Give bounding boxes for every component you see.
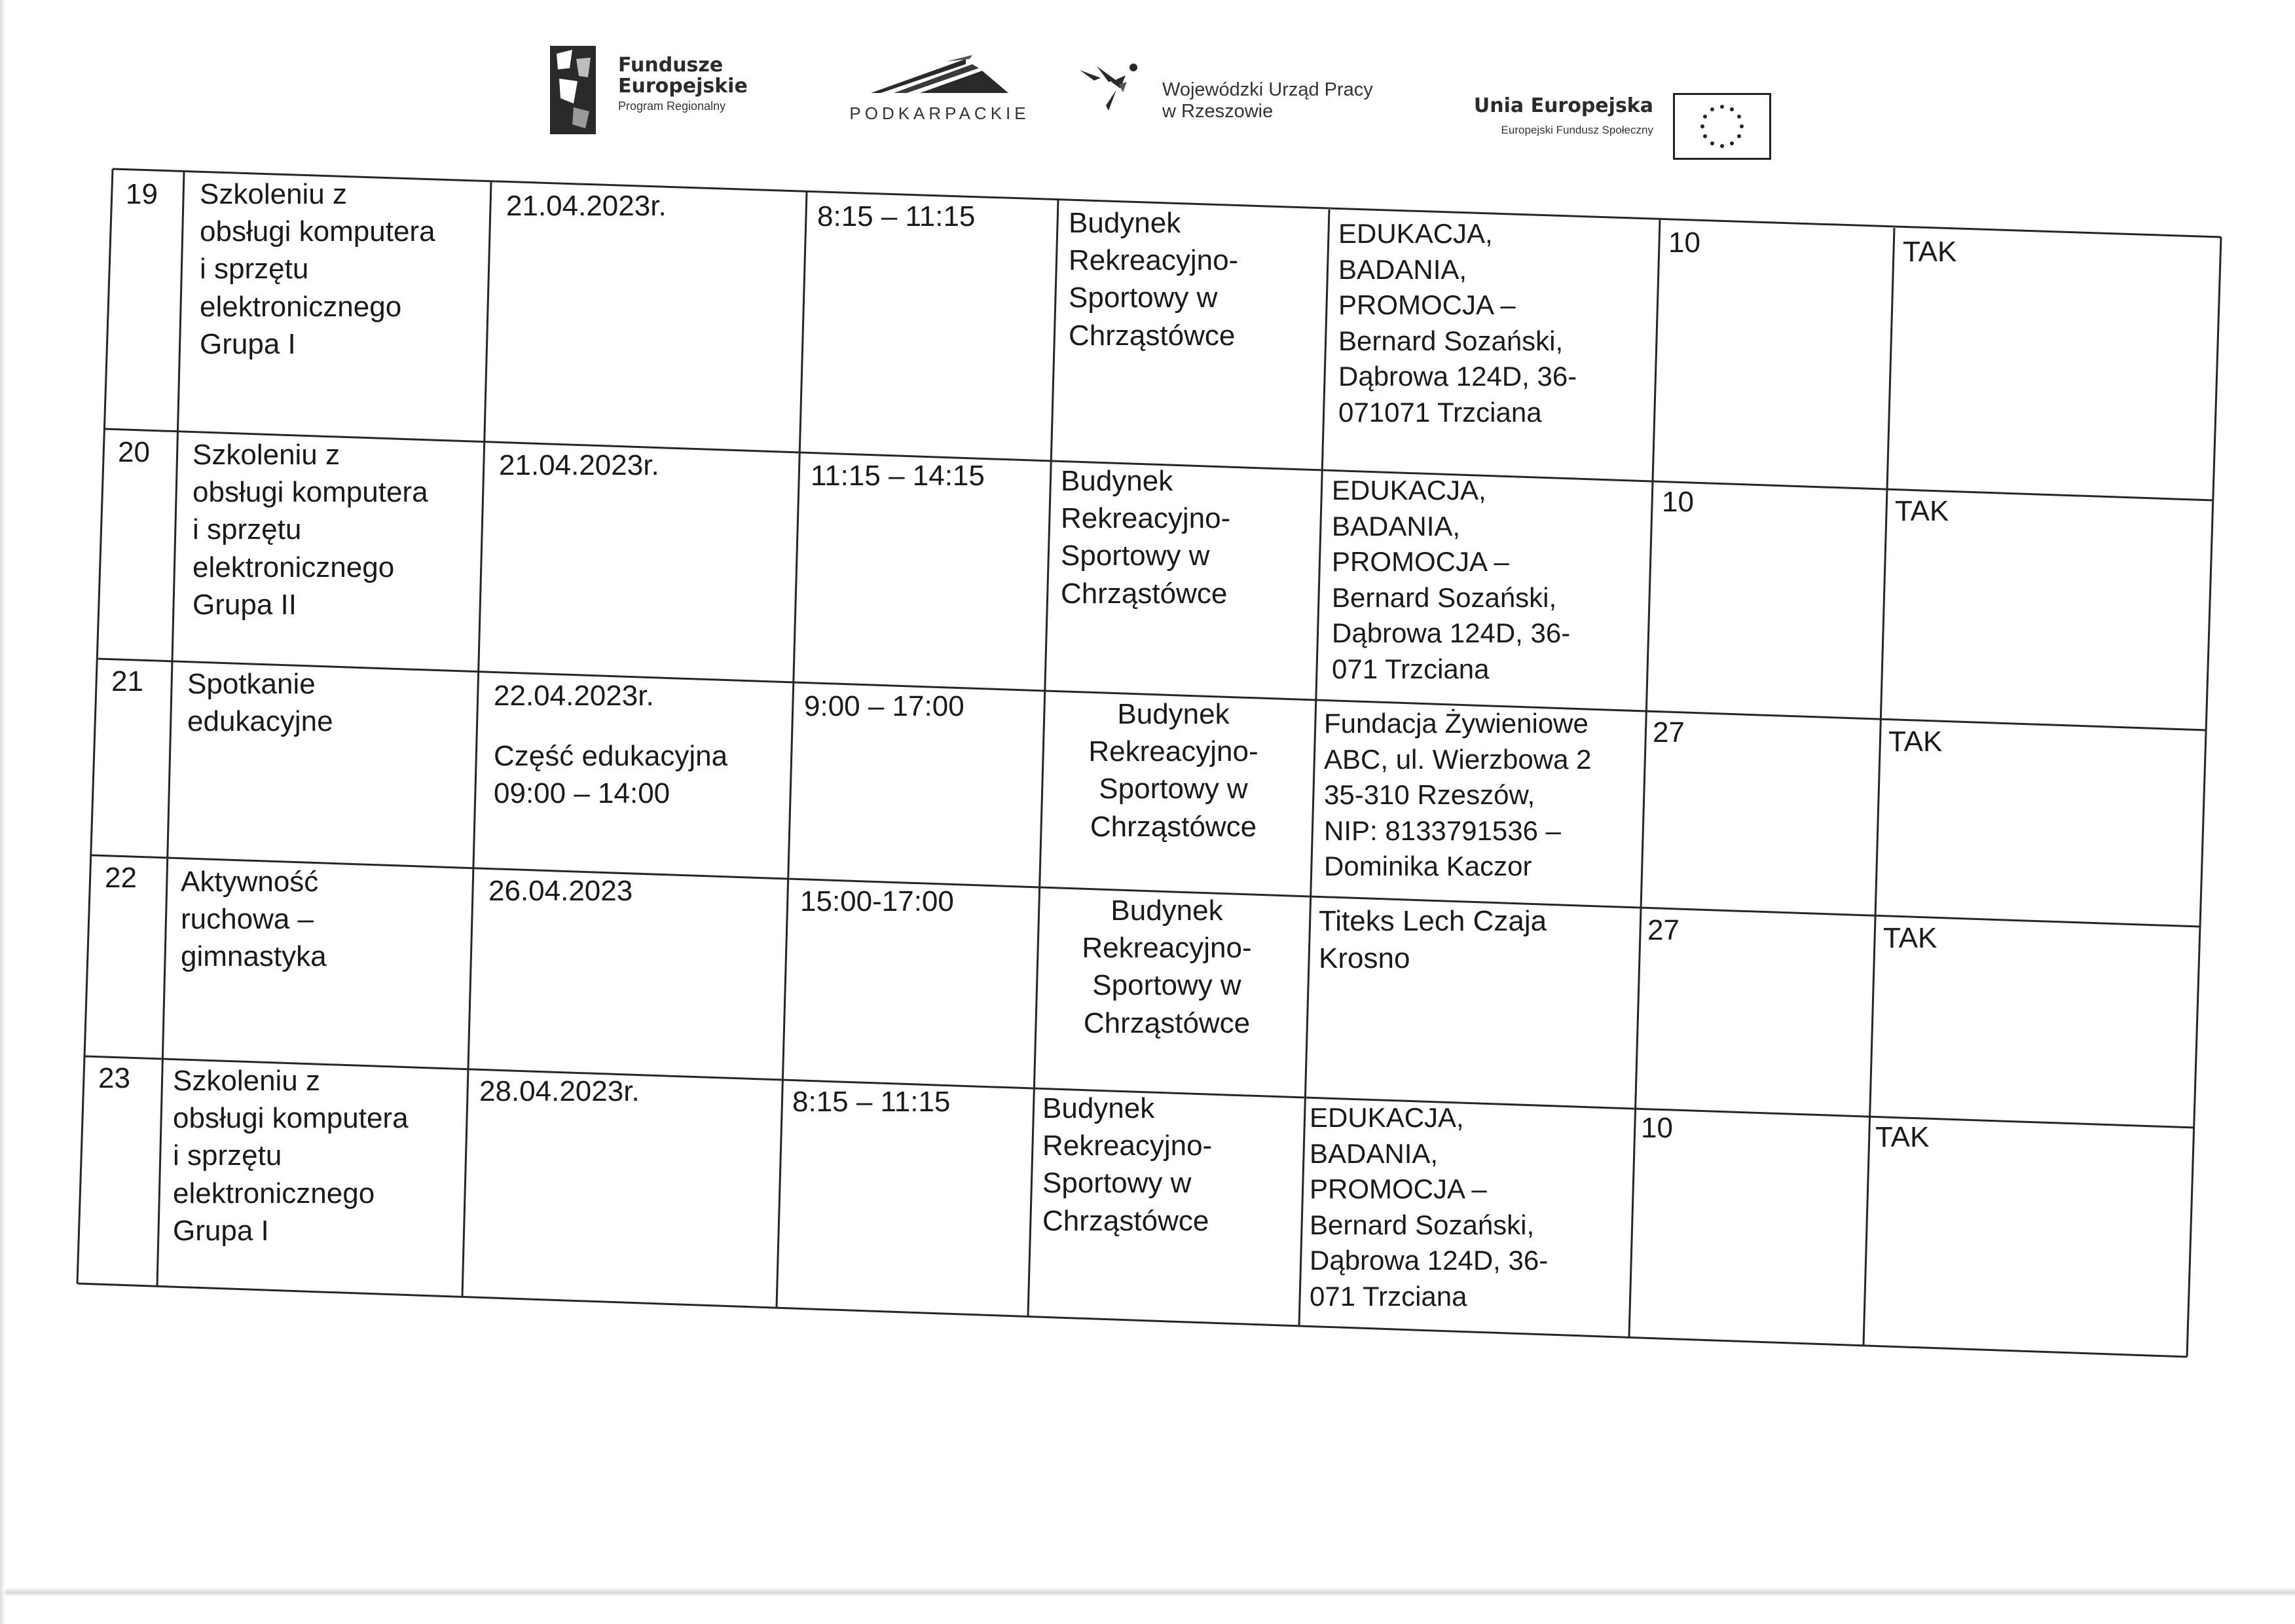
- row-time: 9:00 – 17:00: [804, 690, 964, 722]
- row-date: 26.04.2023: [488, 875, 633, 907]
- row-time: 8:15 – 11:15: [792, 1086, 951, 1118]
- row-provider: EDUKACJA, BADANIA, PROMOCJA – Bernard Sozański, Dąbrowa 124D, 36- 071 Trzciana: [1332, 475, 1571, 684]
- row-time: 8:15 – 11:15: [817, 200, 976, 232]
- row-date: 22.04.2023r.: [494, 680, 654, 712]
- row-name: Szkoleniu z obsługi komputera i sprzętu elektronicznego Grupa I: [173, 1065, 409, 1247]
- row-count: 10: [1641, 1112, 1673, 1144]
- ue-line1: Unia Europejska: [1473, 94, 1653, 117]
- fundusze-line2: Europejskie: [618, 74, 748, 98]
- row-provider: EDUKACJA, BADANIA, PROMOCJA – Bernard Sozański, Dąbrowa 124D, 36- 071 Trzciana: [1310, 1102, 1549, 1312]
- row-flag: TAK: [1875, 1121, 1930, 1153]
- wup-line1: Wojewódzki Urząd Pracy: [1162, 79, 1373, 100]
- row-place: Budynek Rekreacyjno- Sportowy w Chrząstówce: [1061, 465, 1231, 610]
- row-lp: 22: [105, 862, 137, 894]
- row-flag: TAK: [1903, 236, 1957, 268]
- row-count: 10: [1668, 227, 1700, 259]
- row-provider: Titeks Lech Czaja Krosno: [1319, 905, 1547, 975]
- row-provider: Fundacja Żywieniowe ABC, ul. Wierzbowa 2 35-310 Rzeszów, NIP: 8133791536 – Dominika Kaczor: [1324, 708, 1592, 882]
- row-flag: TAK: [1883, 922, 1937, 954]
- row-place: Budynek Rekreacyjno- Sportowy w Chrząstówce: [1042, 1092, 1213, 1237]
- row-time: 15:00-17:00: [800, 885, 954, 917]
- scan-edge: [0, 0, 5, 1624]
- row-place: Budynek Rekreacyjno- Sportowy w Chrząstówce: [1088, 698, 1258, 843]
- row-lp: 20: [118, 436, 150, 468]
- row-flag: TAK: [1895, 495, 1949, 527]
- row-lp: 21: [111, 665, 143, 697]
- fundusze-line1: Fundusze: [618, 54, 724, 77]
- ue-line2: Europejski Fundusz Społeczny: [1501, 124, 1653, 136]
- wup-line2: w Rzeszowie: [1162, 101, 1274, 122]
- row-place: Budynek Rekreacyjno- Sportowy w Chrząstówce: [1069, 207, 1239, 352]
- row-name: Aktywność ruchowa – gimnastyka: [181, 866, 327, 973]
- row-flag: TAK: [1888, 726, 1943, 758]
- row-provider: EDUKACJA, BADANIA, PROMOCJA – Bernard Sozański, Dąbrowa 124D, 36- 071071 Trzciana: [1338, 218, 1577, 428]
- row-count: 27: [1647, 914, 1680, 946]
- row-date: 28.04.2023r.: [479, 1075, 640, 1107]
- row-date: 21.04.2023r.: [506, 190, 667, 222]
- row-lp: 19: [126, 178, 158, 210]
- podkarpackie-label: PODKARPACKIE: [849, 103, 1030, 123]
- row-count: 27: [1653, 716, 1685, 748]
- row-time: 11:15 – 14:15: [811, 460, 985, 492]
- row-count: 10: [1662, 486, 1694, 518]
- row-name: Szkoleniu z obsługi komputera i sprzętu elektronicznego Grupa I: [200, 178, 435, 360]
- row-place: Budynek Rekreacyjno- Sportowy w Chrząstówce: [1082, 895, 1252, 1039]
- row-name: Spotkanie edukacyjne: [187, 668, 333, 738]
- row-date: 21.04.2023r.: [499, 449, 659, 481]
- row-name: Szkoleniu z obsługi komputera i sprzętu elektronicznego Grupa II: [193, 439, 428, 621]
- fundusze-line3: Program Regionalny: [618, 100, 726, 113]
- row-lp: 23: [98, 1062, 130, 1094]
- scan-shadow: [0, 1587, 2295, 1596]
- row-date-note: Część edukacyjna 09:00 – 14:00: [494, 740, 728, 810]
